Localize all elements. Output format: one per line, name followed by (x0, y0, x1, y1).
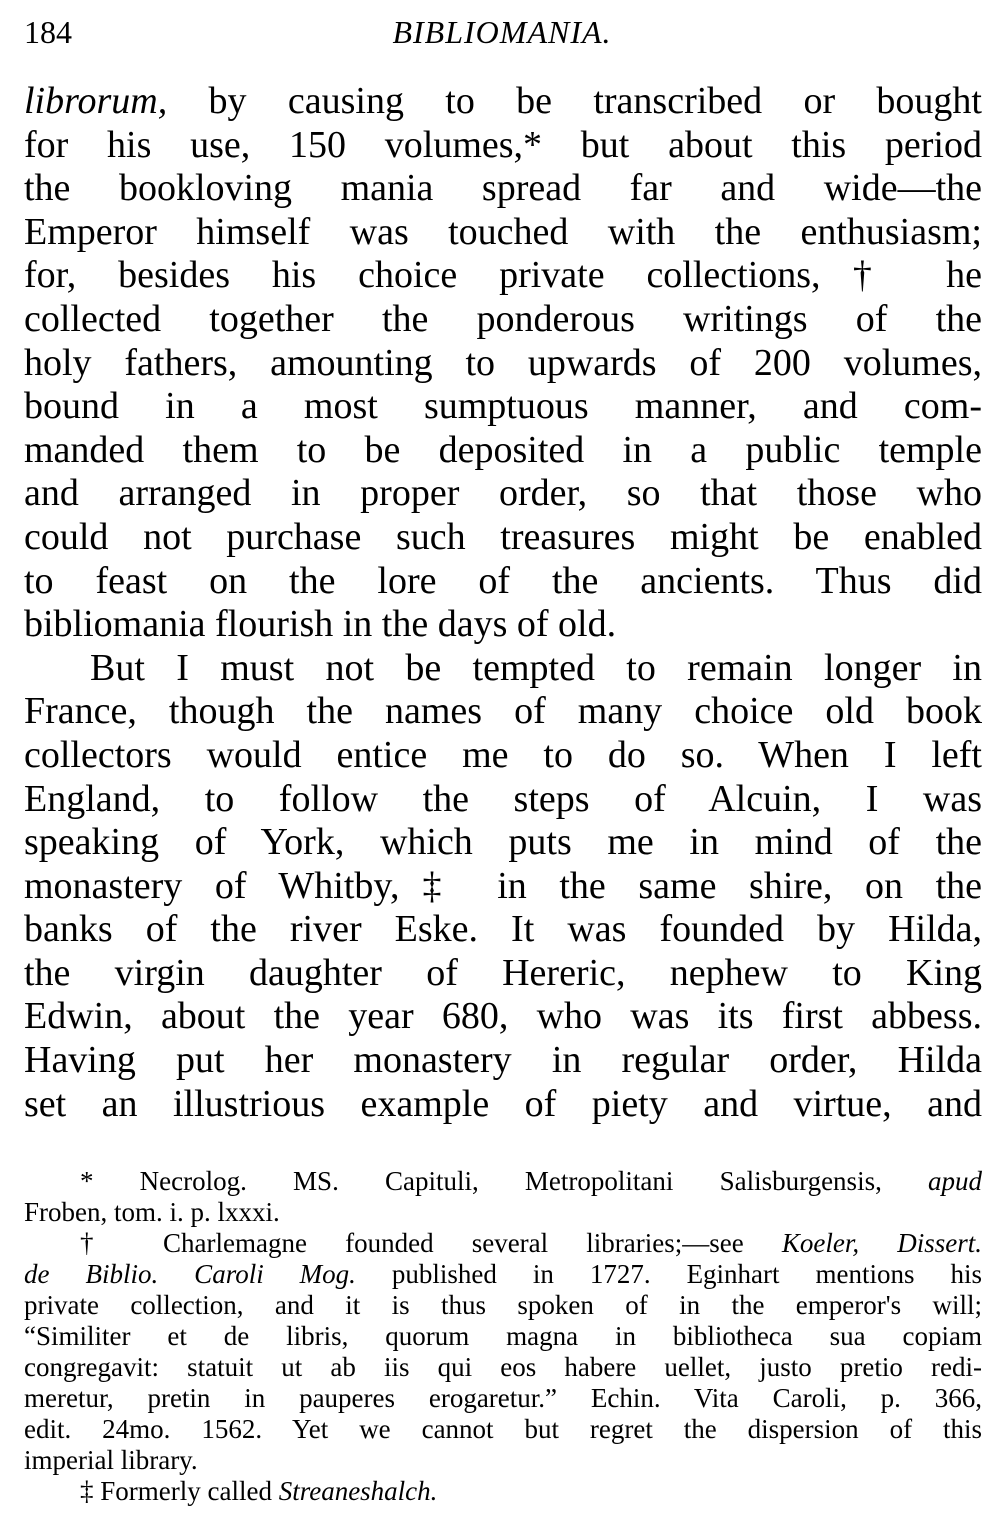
body-line: for his use, 150 volumes,* but about this period (24, 123, 982, 166)
italic-word: Streaneshalch. (278, 1476, 438, 1506)
body-line: holy fathers, amounting to upwards of 200 volumes, (24, 341, 982, 384)
page-header (24, 14, 980, 54)
italic-word: apud (928, 1166, 982, 1196)
body-line: collectors would entice me to do so. When I left (24, 733, 982, 776)
footnote-line: edit. 24mo. 1562. Yet we cannot but regret the dispersion of this (24, 1414, 982, 1444)
body-line (24, 80, 982, 124)
footnote-line (24, 1166, 982, 1197)
footnote-line: imperial library. (24, 1445, 198, 1475)
running-title: BIBLIOMANIA. (392, 14, 612, 50)
body-line: the virgin daughter of Hereric, nephew to King (24, 951, 982, 994)
body-line: speaking of York, which puts me in mind of the (24, 821, 982, 864)
footnote-line: private collection, and it is thus spoken of in the emperor's will; (24, 1290, 982, 1320)
body-line: collected together the ponderous writings of the (24, 297, 982, 340)
body-text (24, 80, 982, 1126)
footnote-line: congregavit: statuit ut ab iis qui eos habere uellet, justo pretio redi- (24, 1352, 982, 1382)
footnote-line: Froben, tom. i. p. lxxxi. (24, 1197, 280, 1227)
body-line: to feast on the lore of the ancients. Thus did (24, 559, 982, 602)
body-line: for, besides his choice private collections,† he (24, 254, 982, 297)
footnotes (24, 1166, 982, 1507)
body-line: and arranged in proper order, so that those who (24, 472, 982, 515)
body-line: Edwin, about the year 680, who was its first abbess. (24, 995, 982, 1038)
body-line: could not purchase such treasures might be enabled (24, 515, 982, 558)
footnote-text: * Necrolog. MS. Capituli, Metropolitani Salisburgensis, (80, 1166, 928, 1196)
footnote-line (24, 1259, 982, 1290)
body-line: the bookloving mania spread far and wide—the (24, 167, 982, 210)
body-line: bound in a most sumptuous manner, and com- (24, 385, 982, 428)
italic-word: Koeler, Dissert. (781, 1228, 982, 1258)
body-line: set an illustrious example of piety and virtue, and (24, 1082, 982, 1125)
page-number: 184 (24, 14, 72, 50)
footnote-line: “Similiter et de libris, quorum magna in bibliotheca sua copiam (24, 1321, 982, 1351)
body-line: France, though the names of many choice old book (24, 690, 982, 733)
italic-word: librorum, (24, 80, 168, 122)
body-line: manded them to be deposited in a public temple (24, 428, 982, 471)
body-line: Emperor himself was touched with the enthusiasm; (24, 210, 982, 253)
body-line: monastery of Whitby,‡ in the same shire, on the (24, 864, 982, 907)
body-line: banks of the river Eske. It was founded by Hilda, (24, 908, 982, 951)
body-line: bibliomania flourish in the days of old. (24, 603, 617, 646)
footnote-text: ‡ Formerly called (80, 1476, 279, 1506)
footnote-text: † Charlemagne founded several libraries;—see (80, 1228, 782, 1258)
body-line: England, to follow the steps of Alcuin, I was (24, 777, 982, 820)
footnote-line (24, 1228, 982, 1259)
italic-word: de Biblio. Caroli Mog. (24, 1259, 356, 1289)
footnote-line (24, 1476, 982, 1507)
body-line: Having put her monastery in regular order, Hilda (24, 1039, 982, 1082)
body-line: But I must not be tempted to remain longer in (90, 646, 982, 689)
footnote-line: meretur, pretin in pauperes erogaretur.” Echin. Vita Caroli, p. 366, (24, 1383, 982, 1413)
footnote-text: published in 1727. Eginhart mentions his (355, 1259, 982, 1289)
body-line-text: by causing to be transcribed or bought (167, 80, 982, 122)
